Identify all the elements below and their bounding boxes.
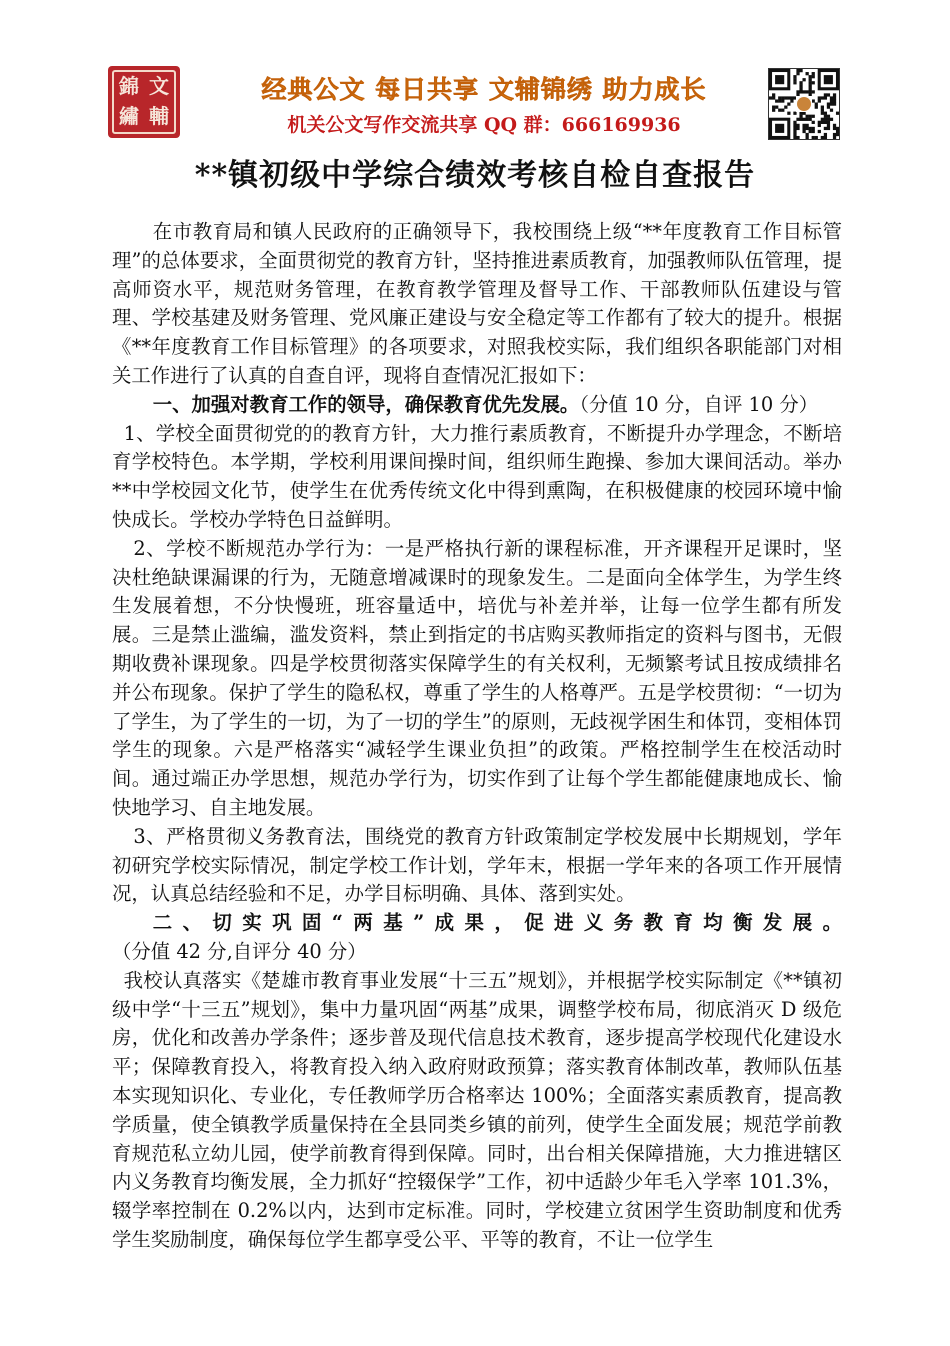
seal-char: 繡 [119, 104, 139, 128]
seal-char: 文 [149, 74, 169, 98]
seal-logo [108, 66, 180, 138]
qr-code-icon [768, 68, 840, 140]
document-body [112, 218, 842, 1255]
section-1-item-1: 1、学校全面贯彻党的的教育方针，大力推行素质教育，不断提升办学理念，不断培育学校特色。本学期，学校利用课间操时间，组织师生跑操、参加大课间活动。举办**中学校园文化节，使学生在优秀传统文化中得到熏陶，在积极健康的校园环境中愉快成长。学校办学特色日益鲜明。 [112, 421, 842, 531]
section-2-heading: 二、切实巩固“两基”成果，促进义务教育均衡发展。 [152, 911, 842, 935]
intro-paragraph: 在市教育局和镇人民政府的正确领导下，我校围绕上级“**年度教育工作目标管理”的总体要求，全面贯彻党的教育方针，坚持推进素质教育，加强教师队伍管理，提高师资水平，规范财务管理，在教育教学管理及督导工作、干部教师队伍建设与管理、学校基建及财务管理、党风廉正建设与安全稳定等工作都有了较大的提升。根据《**年度教育工作目标管理》的各项要求，对照我校实际，我们组织各职能部门对相关工作进行了认真的自查自评，现将自查情况汇报如下： [112, 220, 842, 387]
section-1-heading-line [112, 391, 842, 420]
banner-slogan: 经典公文 每日共享 文辅锦绣 助力成长 [261, 75, 707, 104]
qq-group-line: 机关公文写作交流共享 QQ 群：666169936 [287, 114, 681, 136]
section-1-score: （分值 10 分，自评 10 分） [579, 392, 819, 416]
section-1-heading: 一、加强对教育工作的领导，确保教育优先发展。 [152, 392, 580, 416]
header-banner [108, 66, 840, 142]
section-1-item-2: 2、学校不断规范办学行为：一是严格执行新的课程标准，开齐课程开足课时，坚决杜绝缺课漏课的行为，无随意增减课时的现象发生。二是面向全体学生，为学生终生发展着想，不分快慢班，班容量适中，培优与补差并举，让每一位学生都有所发展。三是禁止滥编，滥发资料，禁止到指定的书店购买教师指定的资料与图书，无假期收费补课现象。四是学校贯彻落实保障学生的有关权利，无频繁考试且按成绩排名并公布现象。保护了学生的隐私权，尊重了学生的人格尊严。五是学校贯彻：“一切为了学生，为了学生的一切，为了一切的学生”的原则，无歧视学困生和体罚，变相体罚学生的现象。六是严格落实“减轻学生课业负担”的政策。严格控制学生在校活动时间。通过端正办学思想，规范办学行为，切实作到了让每个学生都能健康地成长、愉快地学习、自主地发展。 [112, 536, 842, 819]
seal-logo-chars [112, 70, 176, 134]
section-1-item-3: 3、严格贯彻义务教育法，围绕党的教育方针政策制定学校发展中长期规划，学年初研究学校实际情况，制定学校工作计划，学年末，根据一学年来的各项工作开展情况，认真总结经验和不足，办学目标明确、具体、落到实处。 [112, 824, 842, 906]
document-title: **镇初级中学综合绩效考核自检自查报告 [194, 158, 756, 193]
seal-char: 錦 [119, 74, 139, 98]
seal-char: 輔 [149, 104, 169, 128]
section-2-heading-line [112, 909, 842, 967]
section-2-paragraph: 我校认真落实《楚雄市教育事业发展“十三五”规划》，并根据学校实际制定《**镇初级中学“十三五”规划》，集中力量巩固“两基”成果，调整学校布局，彻底消灭 D 级危房，优化和改善办学条件；逐步普及现代信息技术教育，逐步提高学校现代化建设水平；保障教育投入，将教育投入纳入政府财政预算；落实教育体制改革，教师队伍基本实现知识化、专业化，专任教师学历合格率达 100%；全面落实素质教育，提高教学质量，使全镇教学质量保持在全县同类乡镇的前列，使学生全面发展；规范学前教育规范私立幼儿园，使学前教育得到保障。同时，出台相关保障措施，大力推进辖区内义务教育均衡发展，全力抓好“控辍保学”工作，初中适龄少年毛入学率 101.3%，辍学率控制在 0.2%以内，达到市定标准。同时，学校建立贫困学生资助制度和优秀学生奖励制度，确保每位学生都享受公平、平等的教育，不让一位学生 [112, 968, 842, 1251]
section-2-score: （分值 42 分,自评分 40 分） [112, 939, 367, 963]
